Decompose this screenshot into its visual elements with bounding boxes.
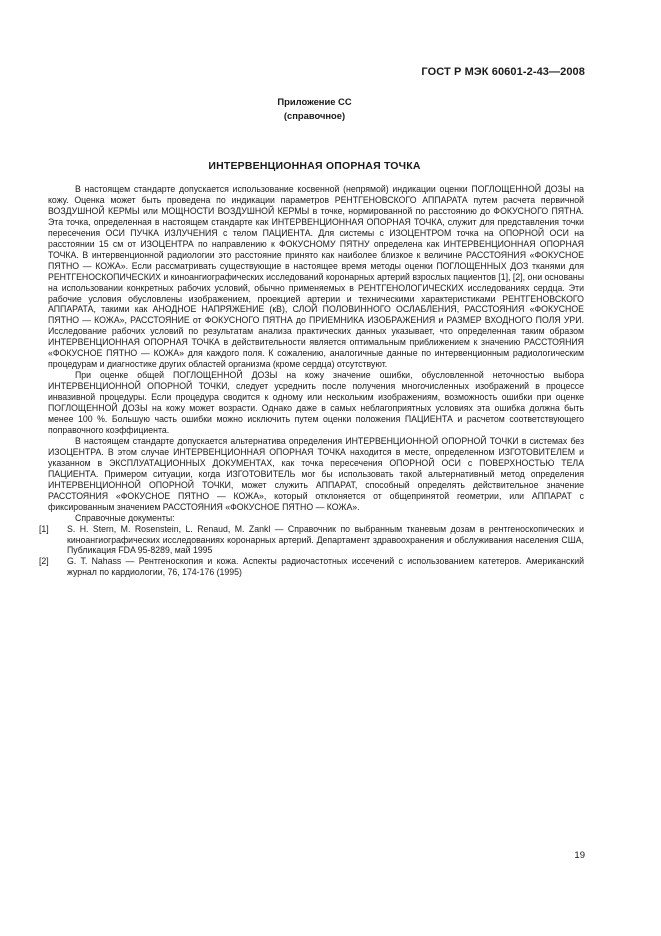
- paragraph: При оценке общей ПОГЛОЩЕННОЙ ДОЗЫ на кожу значение ошибки, обусловленной неточностью выбора ИНТЕРВЕНЦИОННОЙ ОПОРНОЙ ТОЧКИ, следует усреднить после получения многочисленных изображений в процессе инвазивной процедуры. Если процедура сводится к одному или нескольким изображениям, возможность ошибки при оценке ПОГЛОЩЕННОЙ ДОЗЫ на кожу может возрасти. Однако даже в самых неблагоприятных условиях эта ошибка должна быть менее 100 %. Большую часть ошибки можно исключить путем оценки положения ПАЦИЕНТА и расчетом соответствующего поправочного коэффициента.: [48, 370, 584, 435]
- standard-header: ГОСТ Р МЭК 60601-2-43—2008: [421, 66, 585, 78]
- section-title: [0, 160, 661, 172]
- paragraph: В настоящем стандарте допускается альтернатива определения ИНТЕРВЕНЦИОННОЙ ОПОРНОЙ ТОЧКИ в системах без ИЗОЦЕНТРА. В этом случае ИНТЕРВЕНЦИОННАЯ ОПОРНАЯ ТОЧКА находится в месте, определенном ИЗГОТОВИТЕЛЕМ и указанном в ЭКСПЛУАТАЦИОННЫХ ДОКУМЕНТАХ, как точка пересечения ОПОРНОЙ ОСИ с ПОВЕРХНОСТЬЮ ТЕЛА ПАЦИЕНТА. Примером ситуации, когда ИЗГОТОВИТЕЛЬ мог бы использовать такой альтернативный метод определения ИНТЕРВЕНЦИОННОЙ ОПОРНОЙ ТОЧКИ, может служить АППАРАТ, способный определять действительное значение РАССТОЯНИЯ «ФОКУСНОЕ ПЯТНО — КОЖА», который отклоняется от общепринятой геометрии, или АППАРАТ с фиксированным значением РАССТОЯНИЯ «ФОКУСНОЕ ПЯТНО — КОЖА».: [48, 435, 584, 512]
- section-title-text: ИНТЕРВЕНЦИОННАЯ ОПОРНАЯ ТОЧКА: [208, 160, 421, 172]
- reference-number: [1]: [39, 523, 49, 534]
- reference-item: [39, 556, 584, 578]
- references-intro: Справочные документы:: [75, 512, 175, 523]
- page-number: 19: [574, 850, 585, 861]
- reference-text: G. T. Nahass — Рентгеноскопия и кожа. Аспекты радиочастотных иссечений с использованием катетеров. Американский журнал по кардиологии, 76, 174-176 (1995): [67, 556, 584, 578]
- reference-item: [39, 523, 584, 557]
- reference-number: [2]: [39, 556, 49, 567]
- appendix-title: Приложение СС: [277, 96, 352, 107]
- appendix-subtitle: (справочное): [283, 110, 346, 121]
- body-text: [39, 184, 584, 578]
- paragraph: В настоящем стандарте допускается использование косвенной (непрямой) индикации оценки ПОГЛОЩЕННОЙ ДОЗЫ на кожу. Оценка может быть проведена по индикации параметров РЕНТГЕНОВСКОГО АППАРАТА путем расчета первичной ВОЗДУШНОЙ КЕРМЫ или МОЩНОСТИ ВОЗДУШНОЙ КЕРМЫ в точке, нормированной по расстоянию до ФОКУСНОГО ПЯТНА. Эта точка, определенная в настоящем стандарте как ИНТЕРВЕНЦИОННАЯ ОПОРНАЯ ТОЧКА, служит для представления точки пересечения ОСИ ПУЧКА ИЗЛУЧЕНИЯ с телом ПАЦИЕНТА. Для системы с ИЗОЦЕНТРОМ точка на ОПОРНОЙ ОСИ на расстоянии 15 см от ИЗОЦЕНТРА по направлению к ФОКУСНОМУ ПЯТНУ определена как ИНТЕРВЕНЦИОННАЯ ОПОРНАЯ ТОЧКА. В интервенционной радиологии это расстояние принято как наиболее близкое к величине РАССТОЯНИЯ «ФОКУСНОЕ ПЯТНО — КОЖА». Если рассматривать существующие в настоящее время методы оценки ПОГЛОЩЕННЫХ ДОЗ тканями для РЕНТГЕНОСКОПИЧЕСКИХ и киноангиографических исследований коронарных артерий взрослых пациентов [1], [2], они основаны на использовании конкретных рабочих условий, обычно применяемых в РЕНТГЕНОЛОГИЧЕСКИХ исследованиях сердца. Эти рабочие условия обусловлены изображением, проекцией артерии и техническими характеристиками РЕНТГЕНОВСКОГО АППАРАТА, такими как АНОДНОЕ НАПРЯЖЕНИЕ (кВ), СЛОЙ ПОЛОВИННОГО ОСЛАБЛЕНИЯ, РАССТОЯНИЯ «ФОКУСНОЕ ПЯТНО — КОЖА», РАССТОЯНИЕ от ФОКУСНОГО ПЯТНА до ПРИЕМНИКА ИЗОБРАЖЕНИЯ и РАЗМЕР ВХОДНОГО ПОЛЯ УРИ. Исследование рабочих условий по результатам анализа практических данных указывает, что определенная таким образом ИНТЕРВЕНЦИОННАЯ ОПОРНАЯ ТОЧКА в действительности является оптимальным приближением к значению РАССТОЯНИЯ «ФОКУСНОЕ ПЯТНО — КОЖА» для каждого поля. К сожалению, аналогичные данные по интервенционным радиологическим процедурам и диагностике других областей организма (кроме сердца) отсутствуют.: [48, 184, 584, 370]
- appendix-heading: [0, 95, 661, 123]
- references-list: [39, 523, 584, 579]
- reference-text: S. H. Stern, M. Rosenstein, L. Renaud, M. Zankl — Справочник по выбранным тканевым дозам в рентгеноскопических и киноангиографических исследованиях коронарных артерий. Департамент здравоохранения и обслуживания населения США, Публикация FDA 95-8289, май 1995: [67, 523, 584, 556]
